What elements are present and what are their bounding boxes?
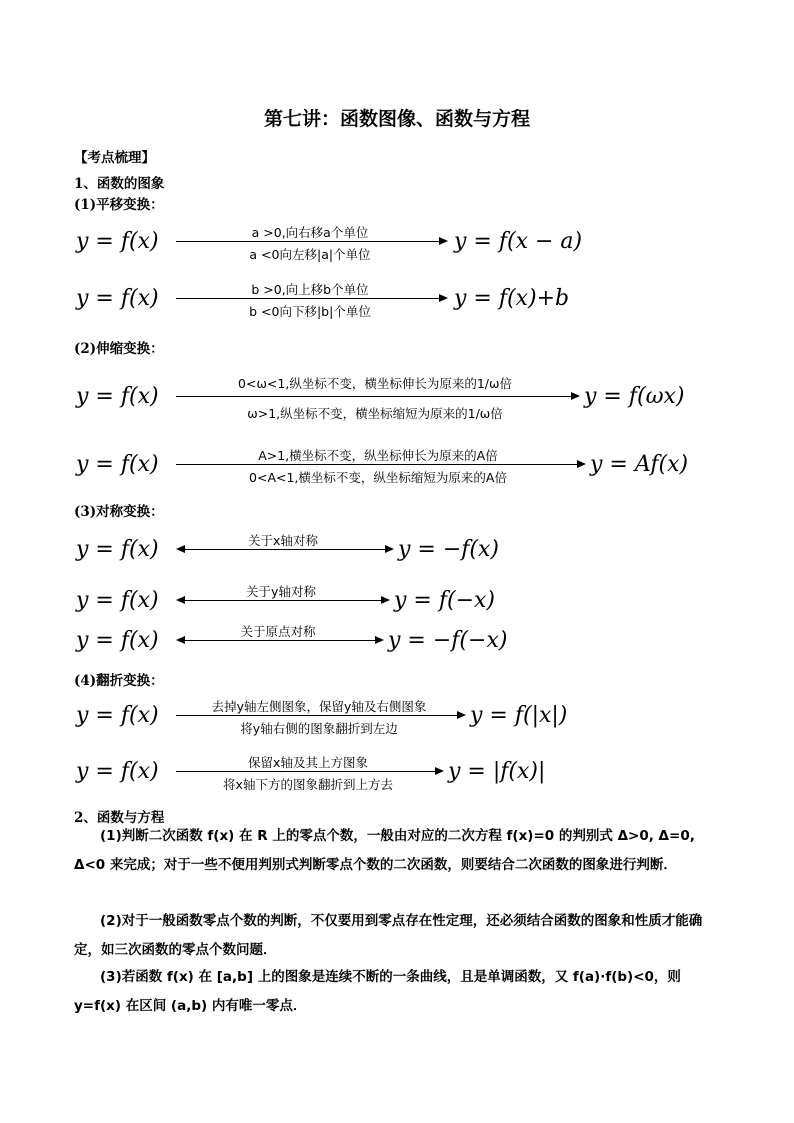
arrow bbox=[176, 771, 444, 773]
arrow-label-top: A>1,横坐标不变，纵坐标伸长为原来的A倍 bbox=[258, 448, 498, 463]
arrow-label-top: 保留x轴及其上方图象 bbox=[248, 755, 368, 770]
arrow-label-bottom: 将y轴右侧的图象翻折到左边 bbox=[240, 721, 398, 736]
arrow bbox=[176, 715, 466, 717]
arrow-label-top: b >0,向上移b个单位 bbox=[251, 282, 369, 297]
formula-rhs: y = Af(x) bbox=[590, 452, 689, 477]
subsection-translation: (1)平移变换： bbox=[74, 197, 164, 213]
subsection-scaling: (2)伸缩变换： bbox=[74, 341, 164, 357]
paragraph-2: (2)对于一般函数零点个数的判断，不仅要用到零点存在性定理，还必须结合函数的图象和性质才能确定，如三次函数的零点个数问题． bbox=[74, 913, 703, 958]
arrow-label-bottom: b <0向下移|b|个单位 bbox=[249, 304, 371, 319]
paragraph-3: (3)若函数 f(x) 在 [a,b] 上的图象是连续不断的一条曲线，且是单调函数，又 f(a)·f(b)<0，则 y=f(x) 在区间 (a,b) 内有唯一零点． bbox=[74, 969, 681, 1014]
arrow-label-bottom: ω>1,纵坐标不变，横坐标缩短为原来的1/ω倍 bbox=[247, 406, 503, 421]
section-header: 【考点梳理】 bbox=[74, 150, 155, 166]
page-title: 第七讲：函数图像、函数与方程 bbox=[263, 108, 530, 130]
arrow bbox=[176, 298, 448, 300]
arrow-label-bottom: a <0向左移|a|个单位 bbox=[249, 247, 371, 262]
arrow-label-top: a >0,向右移a个单位 bbox=[251, 225, 369, 240]
formula-lhs: y = f(x) bbox=[76, 229, 159, 254]
arrow-label-bottom: 将x轴下方的图象翻折到上方去 bbox=[223, 777, 393, 792]
double-arrow bbox=[176, 549, 394, 551]
formula-rhs: y = f(x)+b bbox=[454, 286, 570, 311]
formula-lhs: y = f(x) bbox=[76, 384, 159, 409]
double-arrow bbox=[176, 640, 384, 642]
arrow-label-top: 关于原点对称 bbox=[240, 624, 316, 639]
arrow bbox=[176, 396, 580, 398]
arrow-label-top: 关于y轴对称 bbox=[246, 584, 316, 599]
section-1-title: 1、函数的图象 bbox=[74, 176, 165, 192]
formula-rhs: y = −f(x) bbox=[398, 537, 499, 562]
arrow-label-top: 0<ω<1,纵坐标不变，横坐标伸长为原来的1/ω倍 bbox=[238, 376, 512, 391]
formula-rhs: y = −f(−x) bbox=[388, 628, 508, 653]
formula-lhs: y = f(x) bbox=[76, 537, 159, 562]
double-arrow bbox=[176, 600, 390, 602]
section-2-title: 2、函数与方程 bbox=[74, 810, 165, 826]
formula-lhs: y = f(x) bbox=[76, 628, 159, 653]
arrow-label-top: 关于x轴对称 bbox=[248, 533, 318, 548]
paragraph-1: (1)判断二次函数 f(x) 在 R 上的零点个数，一般由对应的二次方程 f(x)=0 的判别式 Δ>0, Δ=0, Δ<0 来完成；对于一些不便用判别式判断零点个数的二次函数，则要结合二次函数的图象进行判断． bbox=[74, 828, 695, 873]
arrow bbox=[176, 464, 586, 466]
formula-lhs: y = f(x) bbox=[76, 703, 159, 728]
subsection-flip: (4)翻折变换： bbox=[74, 673, 164, 689]
arrow-label-top: 去掉y轴左侧图象，保留y轴及右侧图象 bbox=[211, 699, 427, 714]
arrow bbox=[176, 241, 448, 243]
formula-rhs: y = f(|x|) bbox=[470, 703, 568, 728]
formula-lhs: y = f(x) bbox=[76, 286, 159, 311]
arrow-label-bottom: 0<A<1,横坐标不变，纵坐标缩短为原来的A倍 bbox=[249, 470, 507, 485]
formula-lhs: y = f(x) bbox=[76, 759, 159, 784]
formula-rhs: y = f(−x) bbox=[394, 588, 495, 613]
formula-lhs: y = f(x) bbox=[76, 452, 159, 477]
formula-rhs: y = f(ωx) bbox=[584, 384, 685, 409]
formula-rhs: y = |f(x)| bbox=[448, 759, 546, 784]
formula-lhs: y = f(x) bbox=[76, 588, 159, 613]
formula-rhs: y = f(x − a) bbox=[454, 229, 583, 254]
subsection-symmetry: (3)对称变换： bbox=[74, 504, 164, 520]
